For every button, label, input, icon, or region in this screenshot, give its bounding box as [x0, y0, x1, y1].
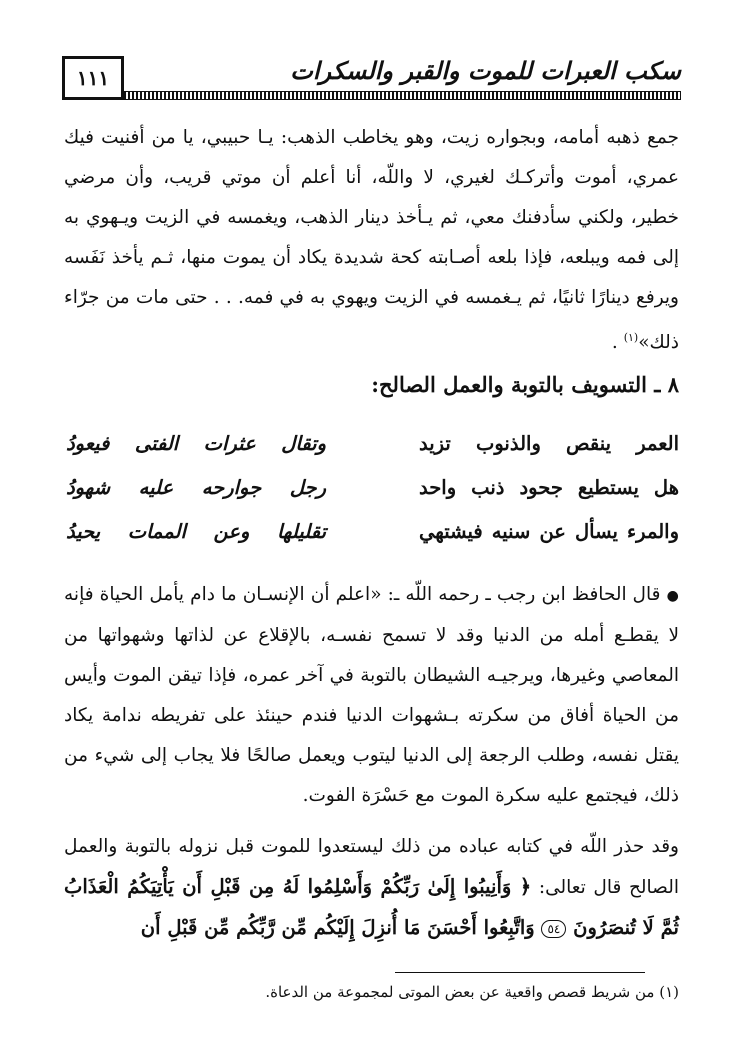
footnote-divider: [395, 972, 645, 973]
poem: [64, 432, 679, 564]
paragraph-3: [64, 827, 679, 949]
poem-verse: [64, 476, 679, 520]
poem-first-hemistich: والمرء يسأل عن سنيه فيشتهي: [419, 520, 679, 543]
paragraph-1: [64, 118, 679, 363]
footnote: (١) من شريط قصص واقعية عن بعض الموتى لمجموعة من الدعاة.: [265, 983, 679, 1001]
page-number-text: ١١١: [76, 66, 110, 90]
footnote-reference: (١): [623, 331, 639, 344]
poem-verse: [64, 432, 679, 476]
header-rule: [124, 91, 681, 100]
poem-verse: [64, 520, 679, 564]
verse-number-mark: ٥٤: [541, 920, 566, 938]
poem-second-hemistich: وتقال عثرات الفتى فيعودُ: [66, 432, 326, 455]
poem-second-hemistich: رجل جوارحه عليه شهودُ: [66, 476, 326, 499]
paragraph-2-text: قال الحافظ ابن رجب ـ رحمه اللّه ـ: «اعلم أن الإنسـان ما دام يأمل الحياة فإنه لا يقطـع أمله من الدنيا وقد لا تسمح نفسـه، بالإقلاع عن لذاتها وشهواتها من المعاصي وغيرها، ويرجيـه الشيطان بالتوبة في آخر عمره، فإذا تيقن الموت وأيس من الحياة أفاق من سكرته بـشهوات الدنيا فندم حينئذ على تفريطه ندامة يكاد يقتل نفسه، وطلب الرجعة إلى الدنيا ليتوب ويعمل صالحًا فلا يجاب إلى شيء من ذلك، فيجتمع عليه سكرة الموت مع حَسْرَة الفوت.: [64, 584, 679, 806]
paragraph-3-text: وقد حذر اللّه في كتابه عباده من ذلك ليستعدوا للموت قبل نزوله بالتوبة والعمل الصالح قال تعالى:: [64, 836, 679, 898]
section-heading: ٨ ـ التسويف بالتوبة والعمل الصالح:: [371, 372, 679, 397]
paragraph-1-end: .: [611, 332, 624, 354]
bullet-icon: ●: [666, 588, 679, 604]
poem-first-hemistich: العمر ينقص والذنوب تزيد: [419, 432, 679, 455]
poem-second-hemistich: تقليلها وعن الممات يحيدُ: [66, 520, 326, 543]
paragraph-2: [64, 575, 679, 816]
page-number: [62, 56, 124, 100]
quran-verse: ﴿ وَأَنِيبُوا إِلَىٰ رَبِّكُمْ وَأَسْلِمُوا لَهُ مِن قَبْلِ أَن يَأْتِيَكُمُ الْعَذَابُ ثُمَّ لَا تُنصَرُونَ: [64, 875, 679, 939]
paragraph-1-text: جمع ذهبه أمامه، وبجواره زيت، وهو يخاطب الذهب: يـا حبيبي، يا من أفنيت فيك عمري، أموت وأتركـك لغيري، لا واللّه، أنا أعلم أن موتي قريب، وأن مرضي خطير، ولكني سأدفنك معي، ثم يـأخذ دينار الذهب، ويغمسه في الزيت ويـهوي به إلى فمه ويبلعه، فإذا بلعه أصـابته كحة شديدة يكاد أن يموت منها، ثـم يأخذ نَفَسه ويرفع دينارًا ثانيًا، ثم يـغمسه في الزيت ويهوي به في فمه. . . حتى مات من جرّاء ذلك»: [64, 127, 679, 354]
poem-first-hemistich: هل يستطيع جحود ذنب واحد: [419, 476, 679, 499]
running-title: سكب العبرات للموت والقبر والسكرات: [290, 56, 681, 85]
quran-verse-continued: وَاتَّبِعُوا أَحْسَنَ مَا أُنزِلَ إِلَيْكُم مِّن رَّبِّكُم مِّن قَبْلِ أَن: [140, 916, 542, 939]
